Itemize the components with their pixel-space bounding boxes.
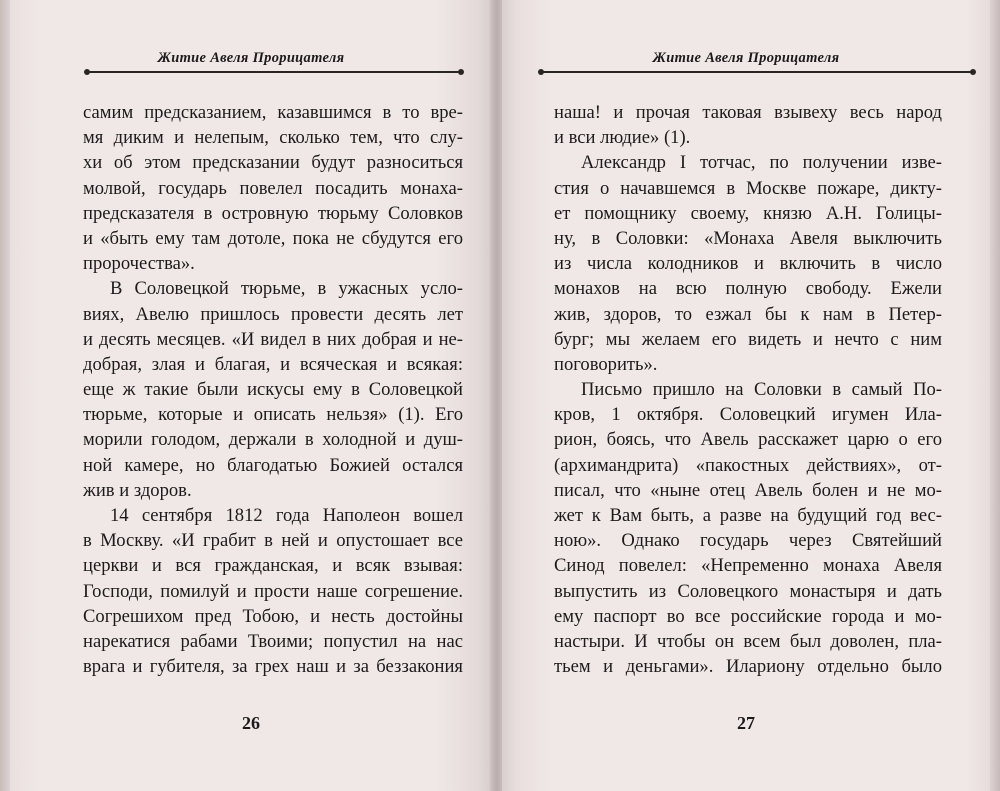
right-page-edge — [990, 0, 1000, 791]
rule-end-ornament — [970, 69, 976, 75]
page-number: 26 — [242, 713, 260, 733]
text-line: еще ж такие были искусы ему в Соловецкой — [83, 379, 463, 401]
text-line: 14 сентября 1812 года Наполеон вошел — [110, 505, 463, 526]
text-line: в Москву. «И грабит в ней и опустошает все — [83, 530, 463, 552]
text-line: поговорить». — [554, 353, 658, 375]
text-line: добрая, злая и благая, и всяческая и всякая: — [83, 353, 463, 375]
text-line: Александр I тотчас, по получении изве- — [581, 152, 942, 174]
text-line: выпустить из Соловецкого монастыря и дать — [554, 580, 942, 602]
running-header: Житие Авеля Прорицателя — [157, 50, 345, 66]
text-line: писал, что «ныне отец Авель болен и не мо- — [554, 479, 942, 501]
rule-end-ornament — [84, 69, 90, 75]
text-line: Господи, помилуй и прости наше согрешение. — [83, 580, 463, 602]
text-line: врага и губителя, за грех наш и за беззакония — [83, 656, 463, 678]
text-line: жет к Вам быть, а разве на будущий год вес- — [554, 505, 942, 526]
text-line: и десять месяцев. «И видел в них добрая и не- — [83, 328, 463, 350]
header-rule — [88, 71, 460, 73]
text-line: нарекатися рабами Твоими; попустил на нас — [83, 630, 463, 652]
text-line: настыри. И чтобы он всем был доволен, пла- — [554, 630, 942, 652]
text-line: стия о начавшемся в Москве пожаре, дикту- — [554, 177, 942, 199]
text-line: ной камере, но благодатью Божией остался — [83, 454, 463, 476]
text-line: ет помощнику своему, князю А.Н. Голицы- — [554, 202, 942, 224]
text-line: жив и здоров. — [83, 479, 192, 501]
text-line: монахов на всю полную свободу. Ежели — [554, 278, 942, 300]
text-line: пророчества». — [83, 253, 195, 275]
text-line: Письмо пришло на Соловки в самый По- — [581, 379, 942, 401]
header-rule — [542, 71, 972, 73]
rule-end-ornament — [538, 69, 544, 75]
text-line: хи об этом предсказании будут разноситься — [83, 152, 463, 174]
text-line: жив, здоров, то езжал бы к нам в Петер- — [554, 303, 942, 325]
text-line: морили голодом, держали в холодной и душ- — [83, 429, 463, 451]
text-line: Согрешихом пред Тобою, и несть достойны — [83, 605, 463, 627]
text-line: (архимандрита) «пакостных действиях», от- — [554, 454, 942, 476]
text-line: тьем и деньгами». Илариону отдельно было — [554, 656, 942, 678]
text-line: бург; мы желаем его видеть и нечто с ним — [554, 328, 942, 350]
text-line: молвой, государь повелел посадить монаха- — [83, 177, 463, 199]
text-line: и вси людие» (1). — [554, 127, 691, 149]
text-line: и «быть ему там дотоле, пока не сбудутся его — [83, 227, 463, 249]
running-header: Житие Авеля Прорицателя — [652, 50, 840, 66]
text-line: ною». Однако государь через Святейший — [554, 530, 942, 552]
right-page — [502, 0, 990, 791]
body-text — [554, 100, 942, 679]
rule-end-ornament — [458, 69, 464, 75]
text-line: самим предсказанием, казавшимся в то вре- — [83, 102, 463, 123]
text-line: из числа колодников и включить в число — [554, 253, 942, 275]
text-line: рион, боясь, что Авель расскажет царю о его — [554, 429, 942, 451]
text-line: ему паспорт во все российские города и мо- — [554, 605, 942, 627]
text-line: кров, 1 октября. Соловецкий игумен Ила- — [554, 404, 942, 426]
text-line: тюрьме, которые и описать нельзя» (1). Его — [83, 404, 463, 426]
text-line: наша! и прочая таковая взывеху весь народ — [554, 102, 942, 123]
text-line: церкви и вся гражданская, и всяк взывая: — [83, 555, 463, 577]
page-number: 27 — [737, 713, 755, 733]
text-line: Синод повелел: «Непременно монаха Авеля — [554, 555, 942, 577]
left-page — [10, 0, 492, 791]
body-text — [83, 100, 463, 679]
text-line: В Соловецкой тюрьме, в ужасных усло- — [110, 278, 463, 300]
left-page-edge — [0, 0, 10, 791]
text-line: ну, в Соловки: «Монаха Авеля выключить — [554, 227, 942, 249]
text-line: виях, Авелю пришлось провести десять лет — [83, 303, 463, 325]
text-line: мя диким и нелепым, сколько тем, что слу- — [83, 127, 463, 149]
text-line: предсказателя в островную тюрьму Соловков — [83, 202, 463, 224]
